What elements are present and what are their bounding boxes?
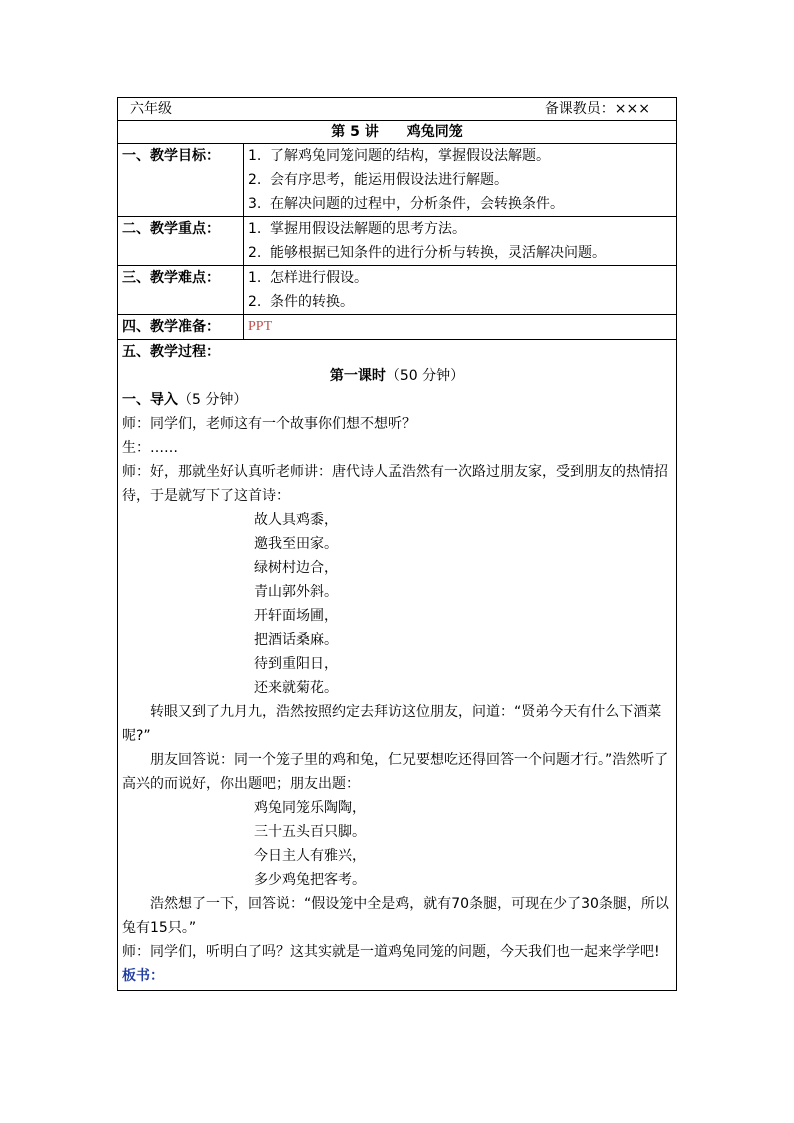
lesson-plan-page [117,97,676,991]
lesson-name: 鸡兔同笼 [406,124,463,140]
process-cell [118,340,677,991]
riddle-poem-block [122,796,672,892]
poem-line: 还来就菊花。 [254,680,338,696]
story-paragraph: 朋友回答说：同一个笼子里的鸡和兔，仁兄要想吃还得回答一个问题才行。”浩然听了高兴的而说好，你出题吧；朋友出题： [122,752,669,792]
dialogue-line: 师：同学们，老师这有一个故事你们想不想听？ [122,416,416,432]
poem-line: 故人具鸡黍， [254,512,338,528]
dialogue-line: 师：同学们，听明白了吗？这其实就是一道鸡兔同笼的问题，今天我们也一起来学学吧! [122,944,660,960]
header-row [118,98,677,121]
difficulties-list [244,266,677,315]
goals-list [244,144,677,217]
board-label: 板书： [122,968,164,984]
goals-label: 一、教学目标： [118,144,244,217]
poem-line: 邀我至田家。 [254,536,338,552]
poem-line: 鸡兔同笼乐陶陶， [254,800,366,816]
process-label: 五、教学过程： [122,344,220,360]
title-row [118,121,677,144]
goal-item: 1. 了解鸡兔同笼问题的结构，掌握假设法解题。 [248,148,550,164]
poem-line: 三十五头百只脚。 [254,824,366,840]
dialogue-line: 生：…… [122,440,178,456]
poem-block [122,508,672,700]
goal-item: 3. 在解决问题的过程中，分析条件，会转换条件。 [248,196,564,212]
dialogue-line: 师：好，那就坐好认真听老师讲：唐代诗人孟浩然有一次路过朋友家，受到朋友的热情招待，于是就写下了这首诗： [122,464,668,504]
difficulty-item: 2. 条件的转换。 [248,294,354,310]
preparation-row [118,315,677,340]
key-points-row [118,217,677,266]
poem-line: 绿树村边合， [254,560,338,576]
poem-line: 开轩面场圃， [254,608,338,624]
key-points-list [244,217,677,266]
grade-label: 六年级 [130,101,172,117]
lesson-title [118,121,677,144]
poem-line: 多少鸡兔把客考。 [254,872,366,888]
poem-line: 待到重阳日， [254,656,338,672]
poem-line: 青山郭外斜。 [254,584,338,600]
key-point-item: 2. 能够根据已知条件的进行分析与转换，灵活解决问题。 [248,245,606,261]
key-point-item: 1. 掌握用假设法解题的思考方法。 [248,221,466,237]
section-title: 一、导入（5 分钟） [122,392,248,408]
poem-line: 今日主人有雅兴， [254,848,366,864]
key-points-label: 二、教学重点： [118,217,244,266]
preparation-value: PPT [244,315,677,340]
story-paragraph: 转眼又到了九月九，浩然按照约定去拜访这位朋友，问道：“贤弟今天有什么下酒菜呢?” [122,704,662,744]
goals-row [118,144,677,217]
preparation-label: 四、教学准备： [118,315,244,340]
lesson-number: 第 5 讲 [331,124,379,140]
process-row [118,340,677,991]
difficulty-item: 1. 怎样进行假设。 [248,270,368,286]
teacher-label: 备课教员：××× [544,101,651,117]
story-paragraph: 浩然想了一下，回答说：“假设笼中全是鸡，就有70条腿，可现在少了30条腿，所以兔有15只。” [122,896,669,936]
header-cell [118,98,677,121]
lesson-plan-table [117,97,677,991]
goal-item: 2. 会有序思考，能运用假设法进行解题。 [248,172,508,188]
difficulties-label: 三、教学难点： [118,266,244,315]
poem-line: 把酒话桑麻。 [254,632,338,648]
difficulties-row [118,266,677,315]
lesson-period-title: 第一课时（50 分钟） [329,368,465,384]
